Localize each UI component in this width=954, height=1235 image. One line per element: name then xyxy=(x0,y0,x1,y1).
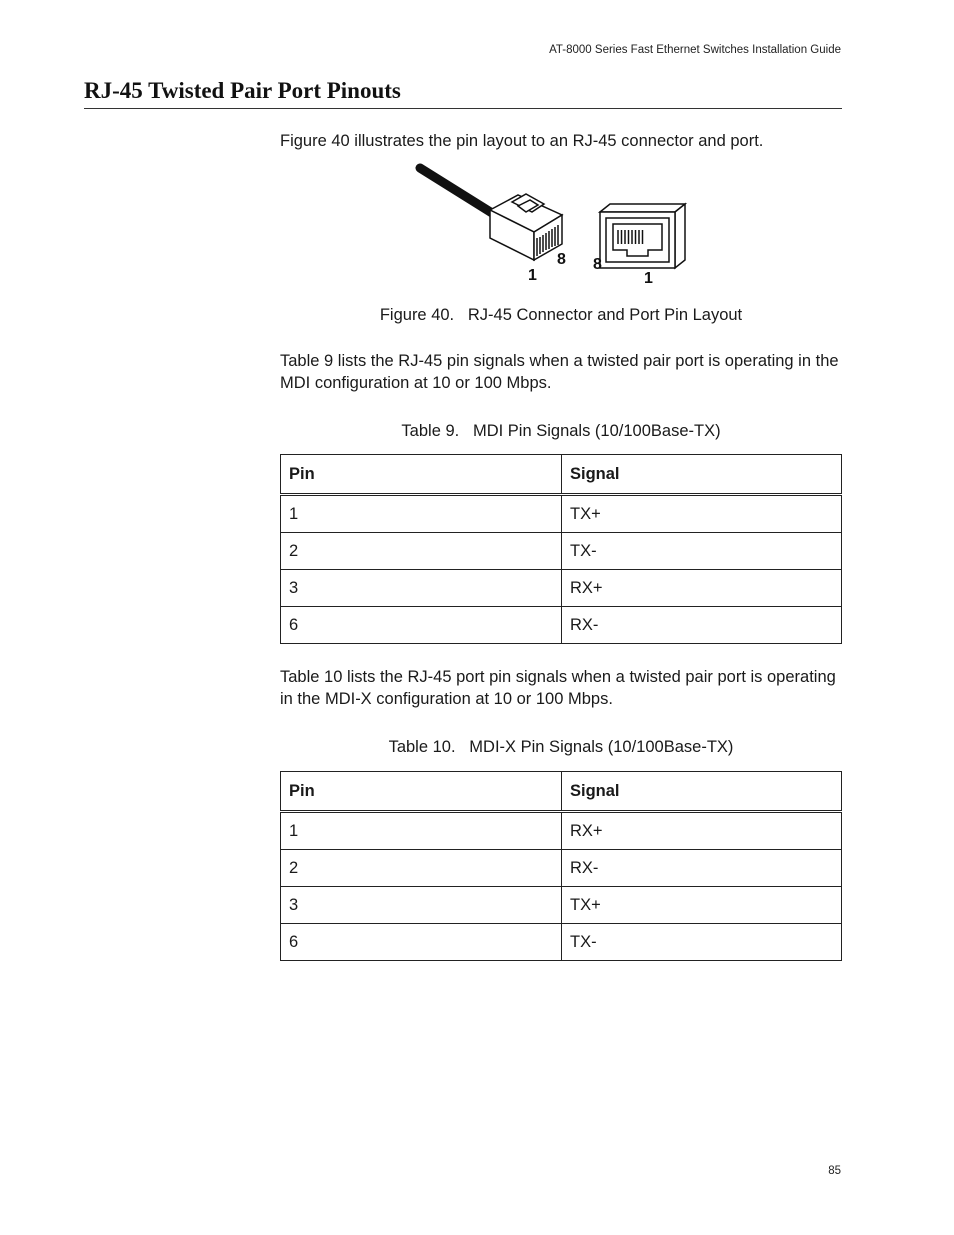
header-pin: Pin xyxy=(281,455,562,495)
table-row xyxy=(281,533,842,570)
pin-cell: 3 xyxy=(281,887,562,924)
table-row xyxy=(281,570,842,607)
running-header: AT-8000 Series Fast Ethernet Switches Installation Guide xyxy=(549,44,841,56)
signal-cell: TX- xyxy=(562,924,842,961)
header-signal: Signal xyxy=(562,772,842,812)
pin-cell: 3 xyxy=(281,570,562,607)
table-header-row xyxy=(281,455,842,495)
signal-cell: RX- xyxy=(562,607,842,644)
pin-cell: 2 xyxy=(281,533,562,570)
header-signal: Signal xyxy=(562,455,842,495)
signal-cell: TX+ xyxy=(562,887,842,924)
pin-cell: 2 xyxy=(281,850,562,887)
signal-cell: RX- xyxy=(562,850,842,887)
table10-intro: Table 10 lists the RJ-45 port pin signals when a twisted pair port is operating in the MDI-X configuration at 10 or 100 Mbps. xyxy=(280,668,836,708)
pin-cell: 1 xyxy=(281,495,562,533)
page-number: 85 xyxy=(828,1165,841,1177)
cable xyxy=(420,168,500,218)
section-title: RJ-45 Twisted Pair Port Pinouts xyxy=(84,78,842,109)
signal-cell: TX- xyxy=(562,533,842,570)
table10-caption: Table 10. MDI-X Pin Signals (10/100Base-TX) xyxy=(388,738,734,756)
plug-pin-1-label: 1 xyxy=(528,267,537,284)
table10-mdix-pin-signals xyxy=(280,771,842,961)
rj45-port-icon xyxy=(600,204,685,268)
rj45-diagram xyxy=(400,160,700,290)
table-row xyxy=(281,495,842,533)
table-row xyxy=(281,924,842,961)
pin-cell: 6 xyxy=(281,607,562,644)
table-row xyxy=(281,607,842,644)
plug-pin-8-label: 8 xyxy=(557,251,566,268)
table9-caption: Table 9. MDI Pin Signals (10/100Base-TX) xyxy=(401,422,721,440)
signal-cell: TX+ xyxy=(562,495,842,533)
intro-paragraph: Figure 40 illustrates the pin layout to an RJ-45 connector and port. xyxy=(280,132,764,150)
rj45-plug-icon xyxy=(490,194,562,260)
figure-caption: Figure 40. RJ-45 Connector and Port Pin Layout xyxy=(379,306,743,324)
port-pin-8-label: 8 xyxy=(593,256,602,273)
table9-mdi-pin-signals xyxy=(280,454,842,644)
pin-cell: 1 xyxy=(281,812,562,850)
header-pin: Pin xyxy=(281,772,562,812)
table-header-row xyxy=(281,772,842,812)
signal-cell: RX+ xyxy=(562,812,842,850)
table9-intro: Table 9 lists the RJ-45 pin signals when a twisted pair port is operating in the MDI configuration at 10 or 100 Mbps. xyxy=(280,352,839,392)
table-row xyxy=(281,812,842,850)
pin-cell: 6 xyxy=(281,924,562,961)
table-row xyxy=(281,850,842,887)
port-pin-1-label: 1 xyxy=(644,270,653,287)
table-row xyxy=(281,887,842,924)
signal-cell: RX+ xyxy=(562,570,842,607)
rj45-figure xyxy=(400,160,700,290)
